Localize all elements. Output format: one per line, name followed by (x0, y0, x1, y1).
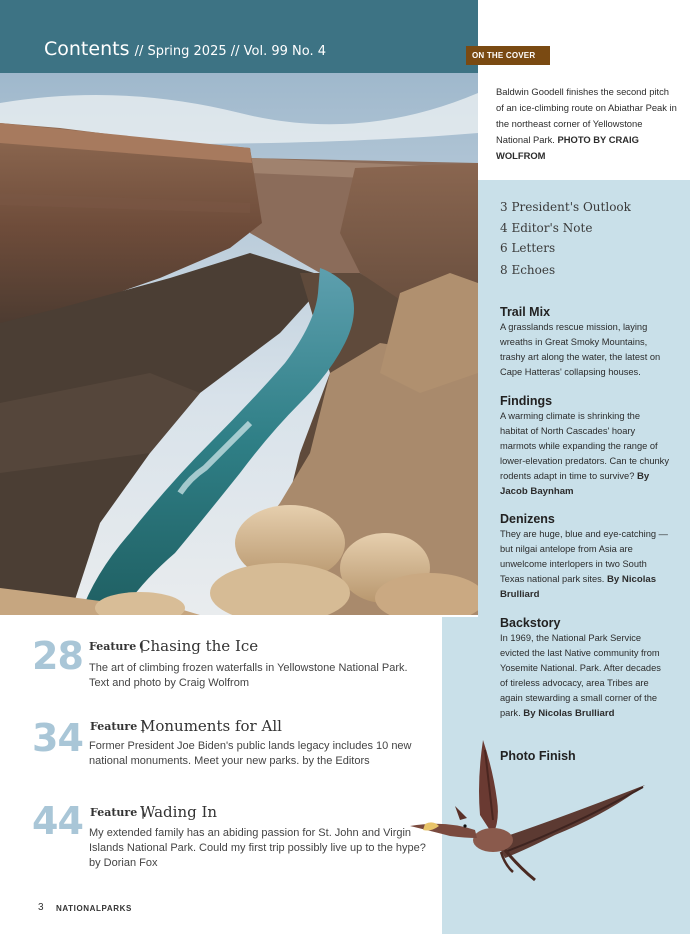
feature-page-number: 28 (32, 634, 83, 678)
dept-item-letters[interactable]: 6 Letters (500, 241, 556, 255)
denizens-text: They are huge, blue and eye-catching — but nilgai antelope from Asia are unwelcome interlopers in two South Texas national park sites. (500, 529, 668, 584)
section-title-trail-mix[interactable]: Trail Mix (500, 305, 551, 319)
page-title (44, 38, 326, 60)
findings-text: A warming climate is shrinking the habitat of North Cascades' hoary marmots while expanding the range of lower-elevation predators. Can te chunky rodents adapt in time to survive? (500, 411, 669, 481)
findings-byline: By Jacob Baynham (500, 471, 650, 497)
cover-caption (496, 84, 678, 164)
footer-page-number: 3 (38, 902, 44, 913)
section-body-trail-mix: A grasslands rescue mission, laying wreaths in Great Smoky Mountains, trashy art along the water, the latest on Cape Hatteras' collapsing houses. (500, 322, 661, 377)
backstory-byline: By Nicolas Brulliard (523, 708, 615, 719)
section-title-denizens[interactable]: Denizens (500, 512, 555, 526)
backstory-text: In 1969, the National Park Service evicted the last Native community from Yosemite National. Park. After decades of tireless advocacy, area Tribes are again stewarding a small corner of the park. (500, 633, 661, 718)
issue-info: // Spring 2025 // Vol. 99 No. 4 (134, 44, 327, 59)
section-title-backstory[interactable]: Backstory (500, 616, 561, 630)
cover-caption-text: Baldwin Goodell finishes the second pitch of an ice-climbing route on Abiathar Peak in the northeast corner of Yellowstone National Park. (496, 86, 677, 145)
pterosaur-illustration (405, 740, 655, 885)
hero-photo (0, 73, 478, 615)
dept-item-echoes[interactable]: 8 Echoes (500, 263, 556, 277)
header-band (0, 0, 478, 73)
section-title-findings[interactable]: Findings (500, 394, 553, 408)
feature-title-monuments-for-all[interactable]: Monuments for All (140, 717, 282, 735)
section-body-denizens (500, 527, 670, 602)
feature-desc: The art of climbing frozen waterfalls in Yellowstone National Park. Text and photo by Craig Wolfrom (89, 662, 408, 689)
feature-label: Feature | (89, 640, 145, 653)
dept-item-editors-note[interactable]: 4 Editor's Note (500, 221, 593, 235)
feature-page-number: 34 (32, 716, 83, 760)
section-body-backstory (500, 631, 670, 721)
feature-label: Feature | (90, 720, 146, 733)
denizens-byline: By Nicolas Brulliard (500, 574, 657, 600)
feature-desc: Former President Joe Biden's public lands legacy includes 10 new national monuments. Meet your new parks. by the Editors (89, 740, 412, 767)
contents-heading: Contents (44, 38, 130, 60)
section-body-findings (500, 409, 670, 499)
dept-item-presidents-outlook[interactable]: 3 President's Outlook (500, 200, 631, 214)
cover-photo-credit: PHOTO BY CRAIG WOLFROM (496, 134, 639, 161)
section-title-photo-finish[interactable]: Photo Finish (500, 749, 576, 763)
footer-brand: NATIONALPARKS (56, 904, 132, 913)
feature-label: Feature | (90, 806, 146, 819)
feature-title-wading-in[interactable]: Wading In (140, 803, 218, 821)
feature-desc: My extended family has an abiding passion for St. John and Virgin Islands National Park. Could my first trip possibly live up to the hype? by Dorian Fox (89, 827, 426, 869)
cover-tag: ON THE COVER (466, 46, 550, 65)
feature-title-chasing-the-ice[interactable]: Chasing the Ice (139, 637, 259, 655)
feature-page-number: 44 (32, 799, 83, 843)
